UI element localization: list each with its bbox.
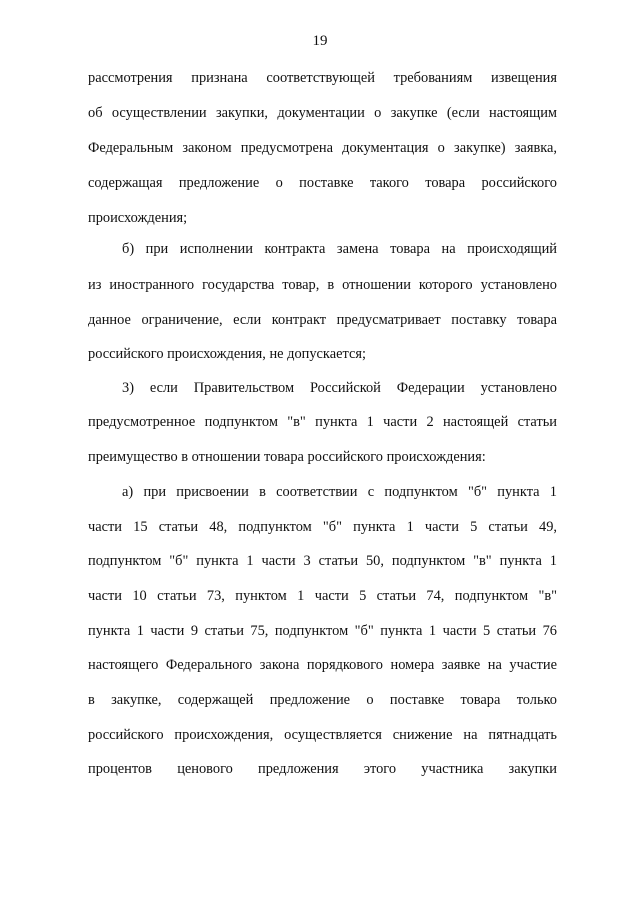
text-line-1: рассмотрения признана соответствующей требованиям извещения (88, 70, 557, 86)
text-line-20: российского происхождения, осуществляется снижение на пятнадцать (88, 727, 557, 743)
text-line-5: происхождения; (88, 210, 188, 226)
text-line-4: содержащая предложение о поставке такого товара российского (88, 175, 557, 191)
text-line-10: 3) если Правительством Российской Федерации установлено (122, 380, 557, 396)
text-line-12: преимущество в отношении товара российского происхождения: (88, 449, 486, 465)
text-line-17: пункта 1 части 9 статьи 75, подпунктом "б" пункта 1 части 5 статьи 76 (88, 623, 557, 639)
text-line-2: об осуществлении закупки, документации о закупке (если настоящим (88, 105, 557, 121)
text-line-3: Федеральным законом предусмотрена документация о закупке) заявка, (88, 140, 557, 156)
text-line-14: части 15 статьи 48, подпунктом "б" пункта 1 части 5 статьи 49, (88, 519, 557, 535)
text-line-21: процентов ценового предложения этого участника закупки (88, 761, 557, 777)
text-line-6: б) при исполнении контракта замена товара на происходящий (122, 241, 557, 257)
text-line-15: подпунктом "б" пункта 1 части 3 статьи 50, подпунктом "в" пункта 1 (88, 553, 557, 569)
page-number: 19 (312, 33, 328, 49)
text-line-16: части 10 статьи 73, пунктом 1 части 5 статьи 74, подпунктом "в" (88, 588, 557, 604)
text-line-19: в закупке, содержащей предложение о поставке товара только (88, 692, 557, 708)
text-line-13: а) при присвоении в соответствии с подпунктом "б" пункта 1 (122, 484, 557, 500)
text-line-18: настоящего Федерального закона порядкового номера заявке на участие (88, 657, 557, 673)
text-line-8: данное ограничение, если контракт предусматривает поставку товара (88, 312, 557, 328)
text-line-7: из иностранного государства товар, в отношении которого установлено (88, 277, 557, 293)
text-line-11: предусмотренное подпунктом "в" пункта 1 части 2 настоящей статьи (88, 414, 557, 430)
text-line-9: российского происхождения, не допускается; (88, 346, 366, 362)
